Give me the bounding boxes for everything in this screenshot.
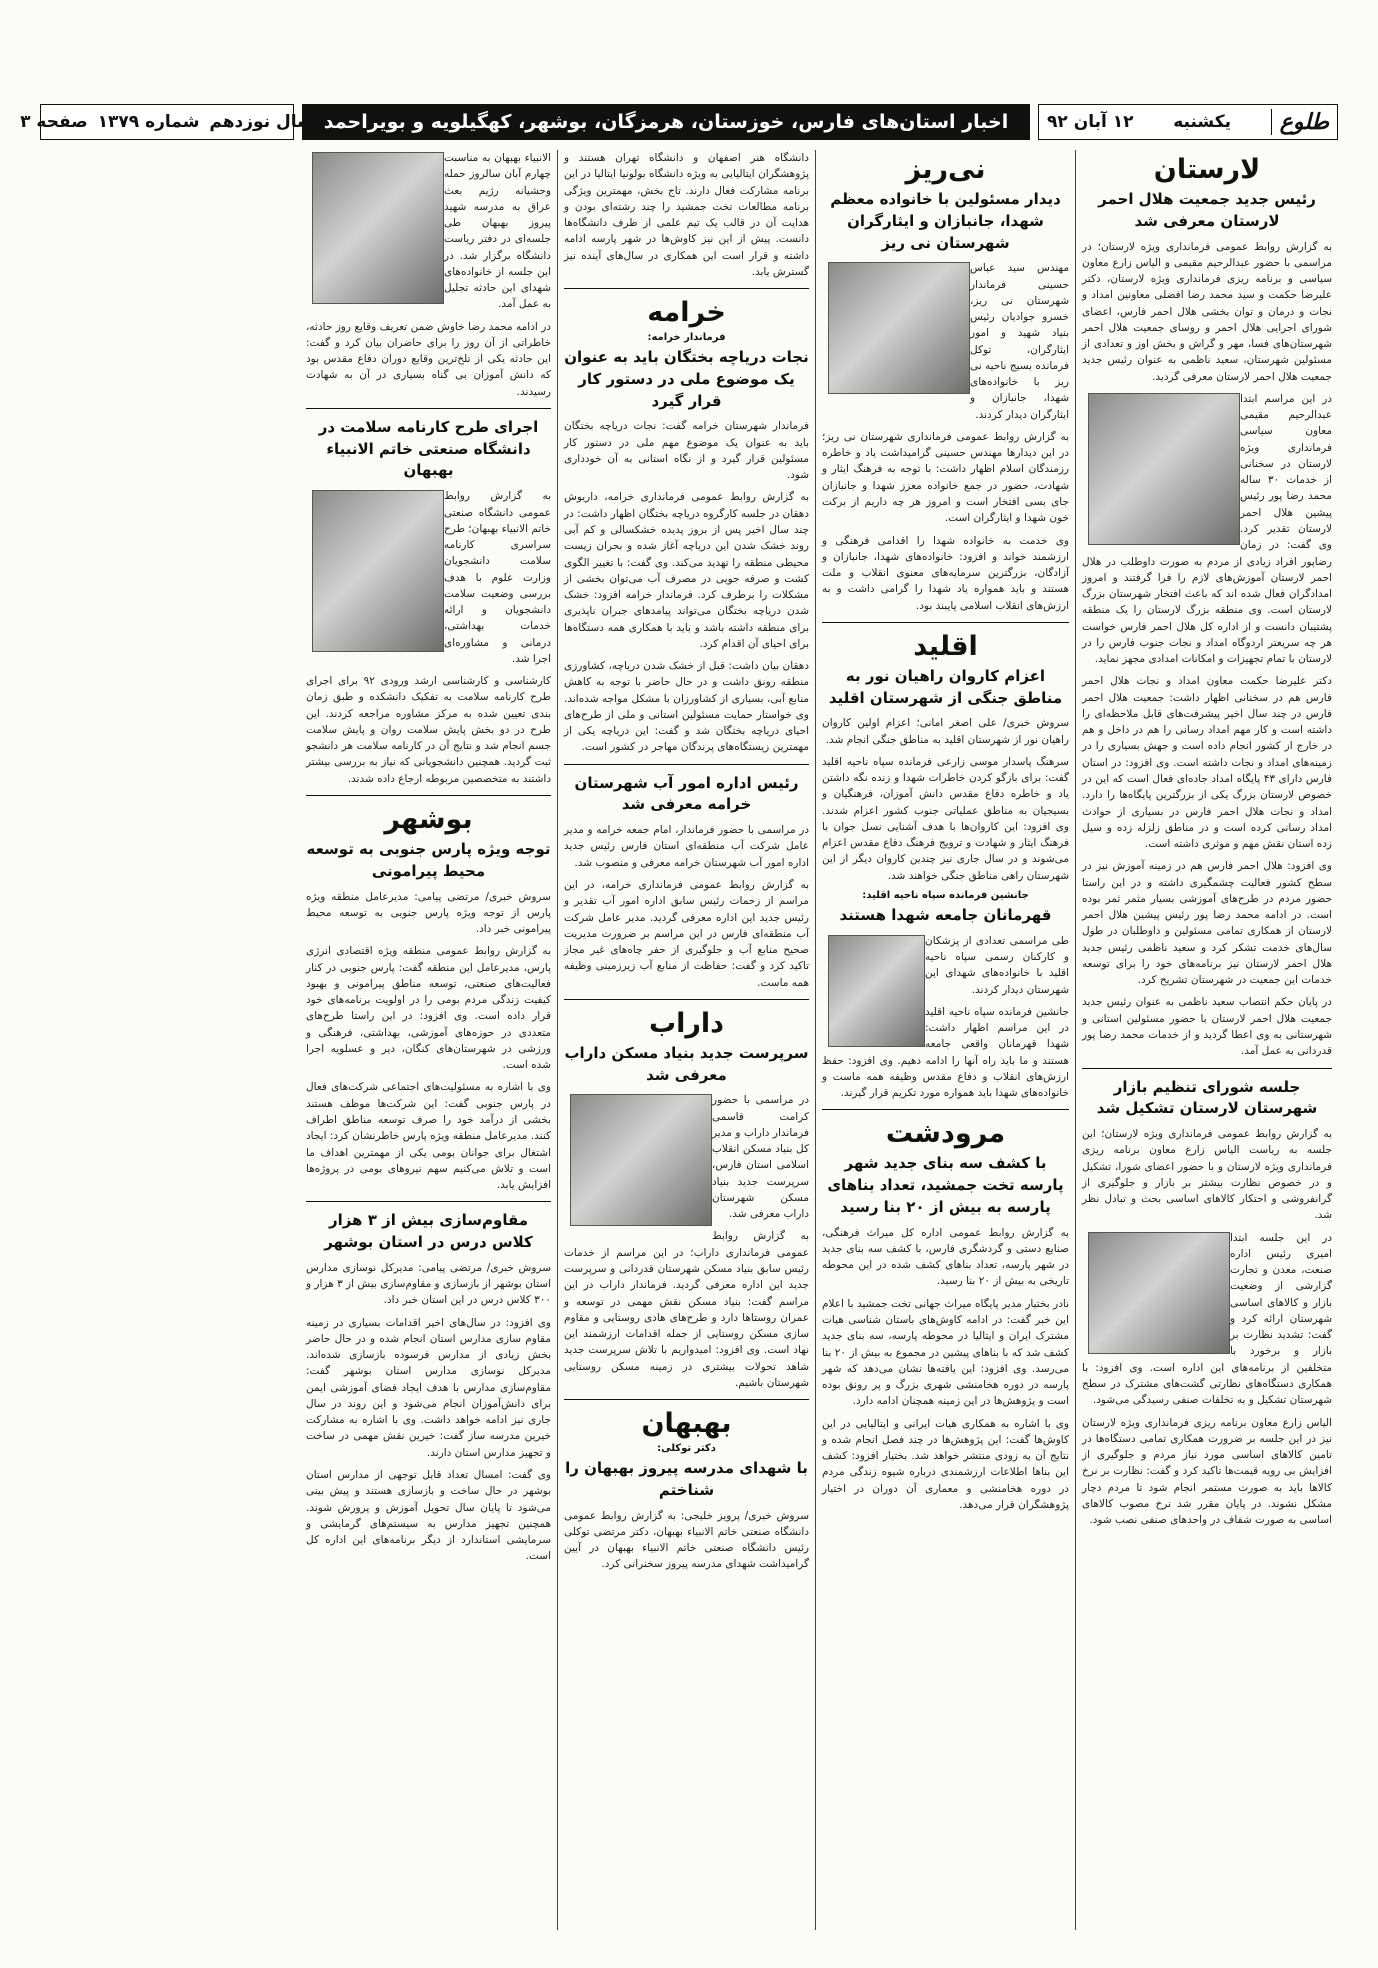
article-text: به گزارش روابط عمومی فرمانداری خرامه، در این مراسم از زحمات رئیس سابق اداره امور آب تقدیر و رئیس جدید این اداره معرفی گردید. مدیر عامل شرکت آب منطقه‌ای فارس در این مراسم بر ضرورت مدیریت صحیح منابع آب و جلوگیری از حفر چاه‌های غیر مجاز تاکید کرد و گفت: حفاظت از منابع آب زیرزمینی وظیفه همه ماست.: [564, 878, 809, 989]
news-photo: [570, 1094, 712, 1226]
article-text: سروش خبری/ علی اصغر امانی؛ اعزام اولین کاروان راهیان نور از شهرستان اقلید به مناطق جنگی انجام شد.: [822, 717, 1069, 746]
article-text: وی افزود: هلال احمر فارس هم در زمینه آموزش نیز در سطح کشور فعالیت چشمگیری داشته و در این راستا حضور مردم در طرح‌های آموزشی بسیار مثمر ثمر بوده است. در ادامه محمد رضا پور رئیس پیشین هلال احمر لارستان از همکاری تمامی مسئولین و داوطلبان در طول سال‌های خدمت تشکر کرد و سعید ناظمی رئیس جدید هلال احمر لارستان نیز برنامه‌های خود را برای توسعه خدمات این جمعیت در شهرستان تشریح کرد.: [1082, 860, 1332, 987]
divider: [564, 764, 809, 765]
news-photo: [1088, 1232, 1230, 1354]
issue-label: شماره ۱۳۷۹: [97, 112, 200, 132]
headline-market-council: جلسه شورای تنظیم بازار شهرستان لارستان تشکیل شد: [1096, 1077, 1318, 1118]
divider: [306, 1201, 551, 1202]
article-text: در این جلسه ابتدا امیری رئیس اداره صنعت، معدن و تجارت گزارشی از وضعیت بازار و کالاهای اساسی شهرستان ارائه کرد و گفت: تشدید نظارت بر بازار و برخورد با متخلفین از برنامه‌های این اداره است. وی افزود: با همکاری دستگاه‌های نظارتی گشت‌های مشترک در سطح شهرستان تشکیل و به تخلفات صنفی رسیدگی می‌شود.: [1082, 1231, 1332, 1407]
subheadline: دکتر توکلی:: [657, 1443, 716, 1455]
column-kharameh-darab-behbahan: [558, 150, 816, 1930]
masthead-day: یکشنبه: [1173, 112, 1231, 132]
section-title-marvdasht: مرودشت: [885, 1118, 1006, 1150]
headline-bakhtegan: نجات دریاچه بختگان باید به عنوان یک موضوع ملی در دستور کار قرار گیرد: [564, 348, 809, 410]
article-text: فرماندار شهرستان خرامه گفت: نجات دریاچه بختگان باید به عنوان یک موضوع مهم ملی در دستور کار مسئولین قرار گیرد و از نگاه استانی به آن خودداری شود.: [564, 420, 809, 482]
headline-classroom-retrofit: مقاوم‌سازی بیش از ۳ هزار کلاس درس در استان بوشهر: [324, 1211, 533, 1252]
divider: [306, 408, 551, 409]
year-label: سال نوزدهم: [209, 112, 314, 132]
divider: [1082, 1068, 1332, 1069]
divider: [564, 999, 809, 1000]
article-text: مهندس سید عباس حسینی فرماندار شهرستان نی ریز، خسرو جوادیان رئیس بنیاد شهید و امور ایثارگران، توکل فرمانده بسیج ناحیه نی ریز با خانواده‌های شهدا، جانبازان و ایثارگران دیدار کردند.: [970, 262, 1069, 421]
newspaper-logo: طلوع: [1271, 109, 1329, 135]
article-text: نادر بختیار مدیر پایگاه میراث جهانی تخت جمشید با اعلام این خبر گفت: در ادامه کاوش‌های باستان شناسی هیات مشترک ایران و ایتالیا در محوطه پارسه، سه بنای جدید کشف شد که با بناهای پیشین در مجموع به بیش از ۲۰ بنا می‌رسد. وی افزود: این یافته‌ها نشان می‌دهد که شهر پارسه در دوره هخامنشی شهری بزرگ و پر رونق بوده است و پژوهش‌ها در این زمینه همچنان ادامه دارد.: [822, 1297, 1069, 1408]
article-text: کارشناسی و کارشناسی ارشد ورودی ۹۲ برای اجرای طرح کارنامه سلامت به تفکیک دانشکده و طبق زمان بندی تعیین شده به مرکز مشاوره مراجعه کردند. این طرح در دو بخش پایش سلامت روان و پایش سلامت جسم انجام شد و نتایج آن در کارنامه سلامت هر دانشجو ثبت گردید. همچنین دانشجویانی که نیاز به بررسی بیشتر داشتند به متخصصین مربوطه ارجاع داده شدند.: [306, 675, 551, 785]
column-larestan: [1076, 150, 1338, 1930]
article-text: سروش خبری/ مرتضی پیامی: مدیرعامل منطقه ویژه پارس از توجه ویژه پارس جنوبی به توسعه محیط پیرامونی خبر داد.: [306, 890, 551, 936]
article-text: الیاس زارع معاون برنامه ریزی فرمانداری ویژه لارستان نیز در این جلسه بر ضرورت همکاری تمامی دستگاه‌ها در تامین کالاهای اساسی مورد نیاز مردم و جلوگیری از افزایش بی رویه قیمت‌ها تاکید کرد و گفت: نظارت بر نرخ کالاها باید به صورت مستمر انجام شود تا مردم دچار مشکل نشوند. در پایان مقرر شد نرخ مصوب کالاهای اساسی به صورت شفاف در واحدهای صنفی نصب شود.: [1082, 1416, 1332, 1527]
article-text: به گزارش روابط عمومی فرمانداری داراب؛ در این مراسم از خدمات رئیس سابق بنیاد مسکن شهرستان قدردانی و سرپرست جدید این اداره معرفی گردید. فرماندار داراب در این مراسم گفت: بنیاد مسکن نقش مهمی در توسعه و عمران روستاها دارد و طرح‌های هادی روستایی و مقاوم سازی مسکن روستایی از جمله اقدامات ارزشمند این نهاد است. وی افزود: امیدواریم با تلاش سرپرست جدید شاهد تحولات بیشتری در زمینه مسکن روستایی شهرستان باشیم.: [564, 1230, 809, 1389]
masthead-title: اخبار استان‌های فارس، خوزستان، هرمزگان، بوشهر، کهگیلویه و بویراحمد: [302, 104, 1030, 140]
article-text: به گزارش روابط عمومی فرمانداری خرامه، داریوش دهقان در جلسه کارگروه دریاچه بختگان اظهار داشت: در چند سال اخیر پس از بروز پدیده خشکسالی و کم آبی روند خشک شدن این دریاچه آغاز شده و بحران زیست محیطی منطقه را تهدید می‌کند. وی گفت: با تغییر الگوی کشت و صرفه جویی در مصرف آب می‌توان بخشی از مشکلات را برطرف کرد. فرماندار خرامه افزود: خشک شدن دریاچه بختگان می‌تواند پیامدهای جبران ناپذیری برای منطقه داشته باشد و باید با همکاری همه دستگاه‌ها برای احیای آن اقدام کرد.: [564, 491, 809, 650]
article-text: دانشگاه هنر اصفهان و دانشگاه تهران هستند و پژوهشگران ایتالیایی به ویژه دانشگاه بولونیا ایتالیا در این برنامه مشارکت فعال دارند. تاج بخش، مهمترین ویژگی برنامه مطالعات تخت جمشید را چند رشته‌ای بودن و هدایت آن در قالب یک تیم علمی از طرف دانشگاه‌ها دانست. پیش از این نیز کاوش‌ها در شهر پارسه ادامه داشته و قرار است این همکاری در سال‌های آینده نیز گسترش یابد.: [564, 152, 809, 278]
article-text: سروش خبری/ پرویز خلیجی: به گزارش روابط عمومی دانشگاه صنعتی خاتم الانبیاء بهبهان، دکتر مرتضی توکلی رئیس دانشگاه صنعتی خاتم الانبیاء بهبهان در آیین گرامیداشت شهدای مدرسه پیروز سخنرانی کرد.: [564, 1509, 809, 1571]
subheadline: جانشین فرمانده سپاه ناحیه اقلید:: [862, 889, 1029, 901]
article-text: سروش خبری/ مرتضی پیامی: مدیرکل نوسازی مدارس استان بوشهر از بازسازی و مقاوم‌سازی بیش از ۳ هزار و ۳۰۰ کلاس درس در این استان خبر داد.: [306, 1261, 551, 1307]
article-text: جانشین فرمانده سپاه ناحیه اقلید در این مراسم اظهار داشت: شهدا قهرمانان واقعی جامعه هستند و ما باید راه آنها را ادامه دهیم. وی افزود: حفظ ارزش‌های انقلاب و دفاع مقدس وظیفه همه ماست و خانواده‌های شهدا باید همواره مورد تکریم قرار گیرند.: [822, 1005, 1069, 1100]
column-neyriz-eghlid-marvdasht: [816, 150, 1076, 1930]
news-photo: [312, 152, 444, 304]
article-text: دکتر علیرضا حکمت معاون امداد و نجات هلال احمر فارس هم در سخنانی اظهار داشت: جمعیت هلال احمر فارس در چند سال اخیر پیشرفت‌های قابل ملاحظه‌ای را داشته است و کار مهم امداد رسانی را هم در داخل و هم در خارج از کشور انجام داده است و جهش بسیاری را در زمینه‌های امداد و نجات داشته است. وی افزود: در استان فارس دارای ۴۳ پایگاه امداد جاده‌ای فعال است که این در خصوص لارستان بزرگ یکی از بزرگترین پایگاه‌ها را دارد. امداد و نجات هلال احمر فارس در بسیاری از حوادث امداد رسانی کرده است و در مناطق زلزله زده و سیل زده استان نقش مهم و موثری داشته است.: [1082, 675, 1332, 851]
article-text: در مراسمی با حضور کرامت قاسمی فرماندار داراب و مدیر کل بنیاد مسکن انقلاب اسلامی استان فارس، سرپرست جدید بنیاد مسکن شهرستان داراب معرفی شد.: [712, 1094, 809, 1221]
section-title-behbahan: بهبهان: [641, 1408, 732, 1440]
divider: [306, 795, 551, 796]
article-text: وی گفت: امسال تعداد قابل توجهی از مدارس استان بوشهر در حال ساخت و بازسازی هستند و پیش بینی می‌شود تا پایان سال تحویل آموزش و پرورش شوند. همچنین تجهیز مدارس به سیستم‌های گرمایشی و سرمایشی استاندارد از دیگر برنامه‌های این اداره کل است.: [306, 1468, 551, 1563]
article-text: در این مراسم ابتدا عبدالرحیم مقیمی معاون سیاسی فرمانداری ویژه لارستان در سخنانی از خدمات ۳۰ ساله محمد رضا پور رئیس پیشین هلال احمر لارستان تقدیر کرد. وی گفت: در زمان رضاپور افراد زیادی از مردم به صورت داوطلب در هلال احمر لارستان آموزش‌های لازم را فرا گرفتند و امروز امدادگران فعال شده اند که باعث افتخار شهرستان بزرگ لارستان است. وی منطقه بزرگ لارستان را یک منطقه پشتیبان دانست و از اداره کل هلال احمر فارس خواست هر چه سریعتر اردوگاه امداد و نجات جنوب فارس را در لارستان با تمام تجهیزات و امکانات امدادی مجهز نماید.: [1082, 392, 1332, 666]
section-title-kharameh: خرامه: [647, 297, 726, 329]
section-title-larestan: لارستان: [1153, 154, 1261, 185]
section-title-eghlid: اقلید: [913, 630, 978, 662]
article-text: وی افزود: در سال‌های اخیر اقدامات بسیاری در زمینه مقاوم سازی مدارس استان انجام شده و در حال حاضر بخش زیادی از مدارس فرسوده بازسازی شده‌اند. مدیرکل نوسازی مدارس استان بوشهر گفت: مقاوم‌سازی مدارس با هدف ایجاد فضای آموزشی ایمن برای دانش‌آموزان انجام می‌شود و این روند در سال جاری نیز ادامه خواهد داشت. وی با اشاره به مشارکت خیرین مدرسه ساز گفت: خیرین نقش مهمی در ساخت و تجهیز مدارس استان دارند.: [306, 1316, 551, 1459]
masthead: [20, 104, 1338, 140]
portrait-photo: [828, 935, 925, 1047]
article-text: به گزارش روابط عمومی فرمانداری ویژه لارستان؛ این جلسه به ریاست الیاس زارع معاون برنامه ریزی فرمانداری ویژه لارستان و با حضور اعضای شورا، تشکیل و در خصوص نظارت بیشتر بر بازار و جلوگیری از گرانفروشی و احتکار کالاهای اساسی بحث و تبادل نظر شد.: [1082, 1128, 1332, 1222]
article-text: در مراسمی با حضور فرماندار، امام جمعه خرامه و مدیر عامل شرکت آب منطقه‌ای استان فارس رئیس جدید اداره امور آب شهرستان خرامه معرفی و منصوب شد.: [564, 824, 809, 869]
news-photo: [312, 490, 444, 652]
article-text: وی با اشاره به مسئولیت‌های اجتماعی شرکت‌های فعال در پارس جنوبی گفت: این شرکت‌ها موظف هستند بخشی از درآمد خود را صرف توسعه مناطق اطراف کنند. مدیرعامل منطقه ویژه پارس خاطرنشان کرد: ایجاد اشتغال برای جوانان بومی یکی از مهمترین اهداف ما است و تلاش می‌کنیم سهم نیروهای بومی در پروژه‌ها افزایش یابد.: [306, 1081, 551, 1192]
subheadline: فرماندار خرامه:: [647, 332, 726, 344]
divider: [564, 288, 809, 289]
page-label: صفحه ۳: [20, 112, 88, 132]
headline-martyrs-families: دیدار مسئولین با خانواده معظم شهدا، جانبازان و ایثارگران شهرستان نی ریز: [830, 190, 1061, 252]
news-photo: [828, 262, 970, 394]
section-title-darab: داراب: [648, 1007, 725, 1039]
article-text: سرهنگ پاسدار موسی زارعی فرمانده سپاه ناحیه اقلید گفت: برای بازگو کردن خاطرات شهدا و زنده نگه داشتن یاد و خاطره دفاع مقدس دانش آموزان، فرهنگیان و بسیجیان به مناطق عملیاتی جنوب کشور اعزام شدند. وی افزود: این کاروان‌ها با هدف آشنایی نسل جوان با فرهنگ ایثار و شهادت و ترویج فرهنگ دفاع مقدس اعزام می‌شوند و در سال جاری نیز چندین کاروان دیگر از این شهرستان راهی مناطق جنگی خواهند شد.: [822, 755, 1069, 882]
column-behbahan-bushehr: [300, 150, 558, 1930]
article-text: در پایان حکم انتصاب سعید ناظمی به عنوان رئیس جدید جمعیت هلال احمر لارستان با حضور مسئولین استانی و شهرستانی به وی اعطا گردید و از خدمات محمد رضا پور قدردانی به عمل آمد.: [1082, 996, 1332, 1058]
article-text: به گزارش روابط عمومی اداره کل میراث فرهنگی، صنایع دستی و گردشگری فارس، با کشف سه بنای جدید در شهر پارسه، تعداد بناهای کشف شده در این محوطه تاریخی به بیش از ۲۰ بنا رسید.: [822, 1226, 1069, 1288]
headline-water-affairs: رئیس اداره امور آب شهرستان خرامه معرفی شد: [574, 773, 799, 814]
article-text: به گزارش روابط عمومی فرمانداری ویژه لارستان؛ در مراسمی با حضور عبدالرحیم مقیمی و الیاس زارع معاون سیاسی و برنامه ریزی فرمانداری ویژه لارستان، دکتر علیرضا حکمت و سید محمد رضا افضلی معاونین امداد و نجات و درمان و توان بخشی هلال احمر فارس، اعضای شورای اجرایی هلال احمر و روسای جمعیت هلال احمر شهرستان‌های فسا، مهر و گراش و بخش اوز و تعدادی از مسئولین شهرستان، سعید ناظمی به عنوان رئیس جدید جمعیت هلال احمر لارستان معرفی گردید.: [1082, 240, 1332, 383]
section-title-neyriz: نی‌ریز: [905, 154, 986, 185]
headline-health-record: اجرای طرح کارنامه سلامت در دانشگاه صنعتی خاتم الانبیاء بهبهان: [318, 417, 539, 480]
headline-south-pars: توجه ویژه پارس جنوبی به توسعه محیط پیرامونی: [306, 840, 551, 880]
divider: [822, 622, 1069, 623]
masthead-date: ۱۲ آبان ۹۲: [1047, 112, 1134, 132]
headline-rahian-noor: اعزام کاروان راهیان نور به مناطق جنگی از شهرستان اقلید: [828, 666, 1063, 707]
page-columns: [40, 150, 1338, 1930]
masthead-issue-box: [20, 104, 314, 140]
headline-martyrs-heroes: قهرمانان جامعه شهدا هستند: [839, 905, 1052, 924]
article-text: به گزارش روابط عمومی دانشگاه صنعتی خاتم الانبیاء بهبهان؛ طرح سراسری کارنامه سلامت دانشجویان وزارت علوم با هدف بررسی وضعیت سلامت دانشجویان و ارائه خدمات بهداشتی، درمانی و مشاوره‌ای اجرا شد.: [444, 490, 551, 665]
headline-pirouz-school: با شهدای مدرسه پیروز بهبهان را شناختم: [565, 1459, 808, 1499]
headline-housing-foundation: سرپرست جدید بنیاد مسکن داراب معرفی شد: [564, 1043, 809, 1084]
article-text: طی مراسمی تعدادی از پزشکان و کارکنان رسمی سپاه ناحیه اقلید با خانواده‌های شهدای این شهرستان دیدار کردند.: [925, 934, 1069, 996]
divider: [564, 1399, 809, 1400]
article-text: در ادامه محمد رضا خاوش ضمن تعریف وقایع روز حادثه، خاطراتی از آن روز را برای حاضران بیان کرد و گفت: این حادثه یکی از تلخ‌ترین وقایع دوران دفاع مقدس بود که دانش آموزان بی گناه بسیاری در آن به شهادت رسیدند.: [306, 320, 551, 398]
article-text: دهقان بیان داشت: قبل از خشک شدن دریاچه، کشاورزی منطقه رونق داشت و در حال حاضر با توجه به کاهش منابع آبی، بسیاری از کشاورزان با مشکل مواجه شده‌اند. وی خواستار حمایت مسئولین استانی و ملی از طرح‌های احیای دریاچه بختگان شد و گفت: این دریاچه یکی از مهمترین زیستگاه‌های پرندگان مهاجر در کشور است.: [564, 660, 809, 754]
article-text: به گزارش روابط عمومی منطقه ویژه اقتصادی انرژی پارس، مدیرعامل این منطقه گفت: پارس جنوبی در کنار فعالیت‌های صنعتی، توسعه مناطق پیرامونی و بهبود کیفیت زندگی مردم بومی را در اولویت برنامه‌های خود قرار داده است. وی افزود: در این راستا طرح‌های متعددی در حوزه‌های آموزشی، بهداشتی، فرهنگی و ورزشی در شهرستان‌های کنگان، دیر و عسلویه اجرا شده است.: [306, 945, 551, 1072]
article-text: وی با اشاره به همکاری هیات ایرانی و ایتالیایی در این کاوش‌ها گفت: این پژوهش‌ها در چند فصل انجام شده و نتایج آن به زودی منتشر خواهد شد. بختیار افزود: کشف این بناها اطلاعات ارزشمندی درباره شیوه زندگی مردم در دوره هخامنشی و معماری آن دوران در اختیار پژوهشگران قرار می‌دهد.: [822, 1417, 1069, 1511]
article-text: الانبیاء بهبهان به مناسبت چهارم آبان سالروز حمله وحشیانه رژیم بعث عراق به مدرسه شهید پیروز بهبهان طی جلسه‌ای در دفتر ریاست دانشگاه برگزار شد. در این جلسه از خانواده‌های شهدای این حادثه تجلیل به عمل آمد.: [444, 152, 551, 311]
divider: [822, 1109, 1069, 1110]
news-photo: [1088, 393, 1240, 545]
article-text: وی خدمت به خانواده شهدا را اقدامی فرهنگی و ارزشمند خواند و افزود: خانواده‌های شهدا، جانبازان و آزادگان، بزرگترین سرمایه‌های معنوی انقلاب و ملت هستند و باید همواره یاد شهدا را گرامی داشت و به ارزش‌های انقلاب اسلامی پایبند بود.: [822, 534, 1069, 612]
masthead-date-box: [1038, 104, 1338, 140]
section-title-bushehr: بوشهر: [384, 804, 473, 836]
article-text: به گزارش روابط عمومی فرمانداری شهرستان نی ریز؛ در این دیدارها مهندس حسینی گرامیداشت یاد و خاطره رزمندگان اسلام اظهار داشت: با توجه به فرهنگ ایثار و شهادت، حضور در جمع خانواده معزز شهدا و جانبازان جای بسی افتخار است و امروز هر چه داریم از برکت خون شهدا و ایثارگران است.: [822, 430, 1069, 525]
headline-persepolis: با کشف سه بنای جدید شهر پارسه تخت جمشید، تعداد بناهای پارسه به بیش از ۲۰ بنا رسید: [827, 1154, 1064, 1216]
headline-red-crescent: رئیس جدید جمعیت هلال احمر لارستان معرفی شد: [1098, 190, 1316, 230]
